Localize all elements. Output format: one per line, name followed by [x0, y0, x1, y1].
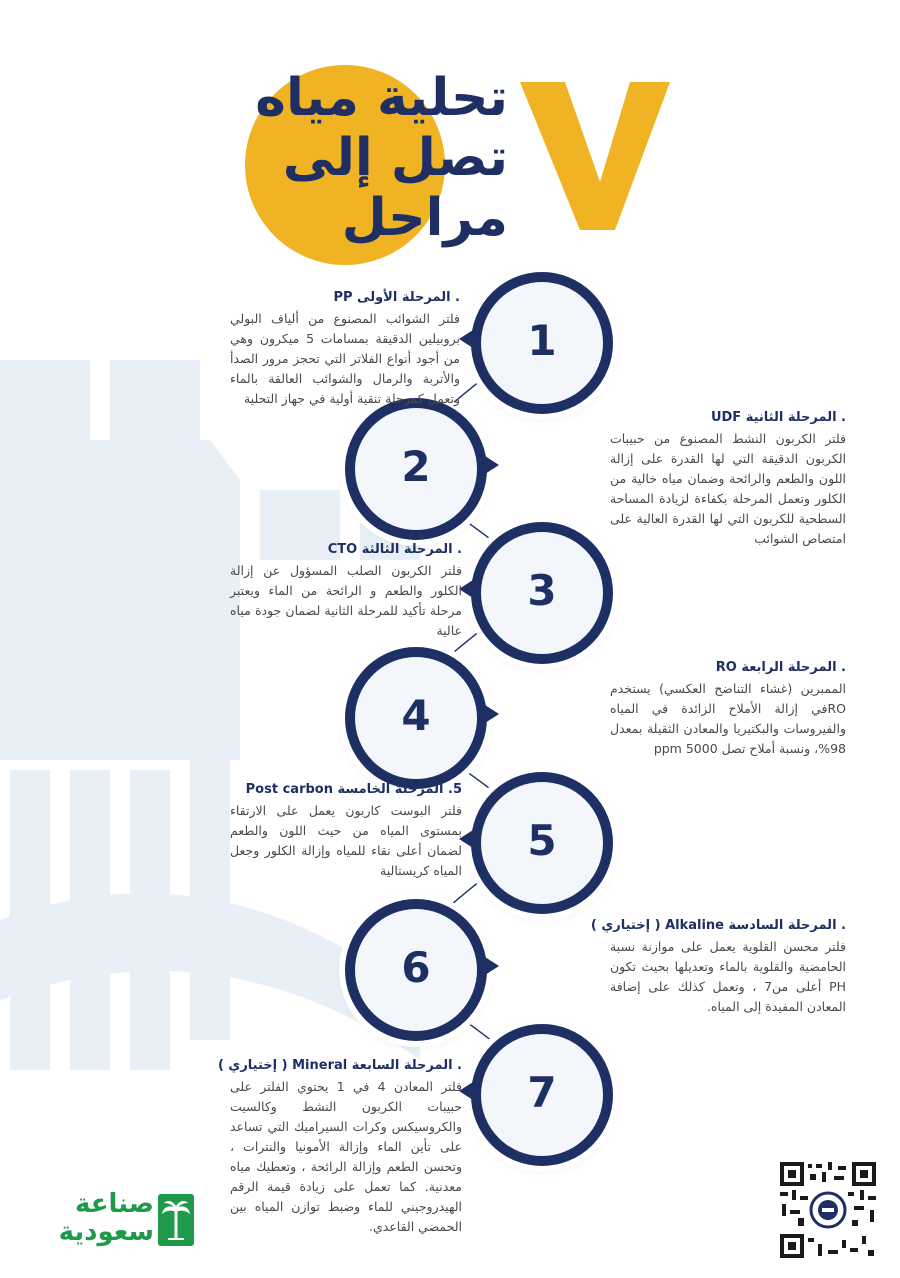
stage-2-text: [610, 410, 846, 549]
stage-6-body: فلتر محسن القلوية يعمل على موازنة نسبة الحامضية والقلوية بالماء وتعديلها بحيث تكون PH أعلى من7 ، وتعمل كذلك على إضافة المعادن المفيدة إلى المياه.: [610, 939, 846, 1014]
stage-4-circle: [345, 647, 487, 789]
stage-4-number: 4: [401, 691, 431, 740]
stage-5-circle: [471, 772, 613, 914]
stage-2-title: . المرحلة الثانية UDF: [710, 410, 846, 425]
stage-6-circle: [345, 899, 487, 1041]
stage-1-title: . المرحلة الأولى PP: [333, 290, 460, 305]
header-title-line-1: تحلية مياه: [255, 68, 508, 128]
stage-7-text: [217, 1058, 463, 1237]
stage-3-number: 3: [527, 566, 557, 615]
stage-3-title: . المرحلة الثالثة CTO: [327, 542, 462, 557]
logo-line-1: صناعة: [74, 1189, 154, 1219]
header-title-line-2: تصل إلى: [282, 128, 508, 188]
palm-tree-icon: [158, 1194, 194, 1246]
stage-6-text: [590, 918, 846, 1017]
stage-2-number: 2: [401, 442, 431, 491]
number-seven-graphic: [520, 62, 670, 232]
stage-1-text: [230, 290, 460, 409]
logo-line-2: سعودية: [58, 1217, 154, 1247]
stage-7-title: . المرحلة السابعة Mineral ( إختياري ): [217, 1058, 462, 1073]
stage-3-text: [230, 542, 462, 641]
header-title-line-3: مراحل: [341, 188, 508, 248]
stage-2-body: فلتر الكربون النشط المصنوع من حبيبات الكربون الدقيقة التي لها القدرة على إزالة اللون والطعم والرائحة وضمان مياه خالية من الكلور وتعمل المرحلة بكفاءة لزيادة المساحة السطحية للكربون التي لها القدرة العالية على امتصاص الشوائب: [610, 431, 846, 546]
qr-code[interactable]: [778, 1160, 878, 1260]
stage-7-circle: [471, 1024, 613, 1166]
logo-wordmark: [59, 1190, 154, 1246]
stage-2-pointer: [485, 456, 499, 474]
stage-4-text: [610, 660, 846, 759]
stage-3-circle: [471, 522, 613, 664]
stage-5-number: 5: [527, 816, 557, 865]
stage-1-circle: [471, 272, 613, 414]
stage-7-body: فلتر المعادن 4 في 1 يحتوي الفلتر على حبيبات الكربون النشط وكالسيت والكروسيكس وكرات السيراميك التي تساعد على تأين الماء وإزالة الأمونيا والنترات ، وتحسن الطعم وإزالة الرائحة ، وتعطيك مياه معدنية. كما تعمل على زيادة قيمة الرقم الهيدروجيني للماء وضبط توازن المياه بين الحمضي القاعدي.: [230, 1079, 463, 1234]
stage-6-number: 6: [401, 943, 431, 992]
stage-2-circle: [345, 398, 487, 540]
stage-1-pointer: [459, 330, 473, 348]
stage-4-title: . المرحلة الرابعة RO: [715, 660, 846, 675]
stage-5-body: فلتر البوست كاربون يعمل على الارتقاء بمستوى المياه من حيث اللون والطعم لضمان أعلى نقاء للمياه وإزالة الكلور وجعل المياه كريستالية: [230, 803, 462, 878]
stage-4-body: الممبرين (غشاء التناضح العكسي) يستخدم ROفي إزالة الأملاح الزائدة في المياه والفيروسات والبكتيريا والمعادن الثقيلة بمعدل 98%، ونسبة أملاح تصل ppm 5000: [610, 681, 846, 756]
stage-3-body: فلتر الكربون الصلب المسؤول عن إزالة الكلور والطعم و الرائحة من الماء ويعتبر مرحلة تأكيد للمرحلة الثانية لضمان جودة مياه عالية: [230, 563, 462, 638]
stage-5-text: [230, 782, 462, 881]
saudi-made-logo: [28, 1190, 198, 1250]
stage-1-number: 1: [527, 316, 557, 365]
stage-4-pointer: [485, 705, 499, 723]
stage-6-pointer: [485, 957, 499, 975]
stage-6-title: . المرحلة السادسة Alkaline ( إختياري ): [590, 918, 846, 933]
stage-7-number: 7: [527, 1068, 557, 1117]
stage-1-body: فلتر الشوائب المصنوع من ألياف البولي بروبيلين الدقيقة بمسامات 5 ميكرون وهي من أجود أنواع الفلاتر التي تحجز مرور الصدأ والأتربة والرمال والشوائب العالقة بالماء وتعمل كمرحلة تنقية أولية في جهاز التحلية: [230, 311, 460, 406]
stage-5-title: 5. المرحلة الخامسة Post carbon: [245, 782, 462, 797]
